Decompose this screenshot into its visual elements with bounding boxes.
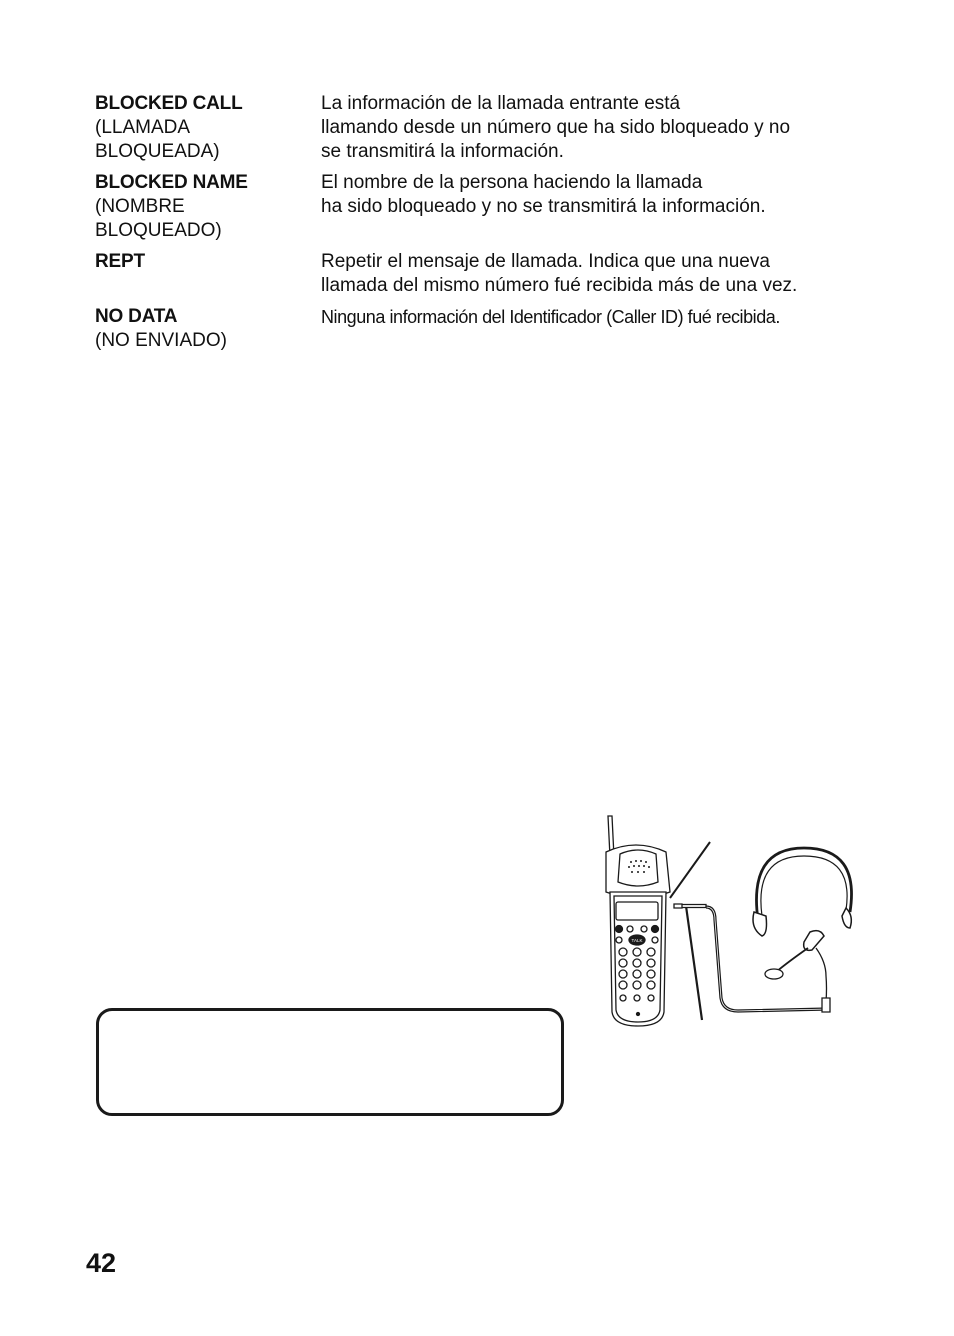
entry-term bbox=[95, 250, 315, 274]
entry-description bbox=[321, 171, 861, 219]
description-line: se transmitirá la información. bbox=[321, 141, 564, 162]
entry-translation: BLOQUEADO) bbox=[95, 220, 222, 241]
entry-translation: BLOQUEADA) bbox=[95, 141, 220, 162]
microphone-shape bbox=[765, 969, 783, 979]
talk-button-label: TALK bbox=[631, 938, 643, 943]
headband-shape bbox=[756, 848, 851, 920]
entry-term bbox=[95, 305, 315, 353]
entry-translation: (NO ENVIADO) bbox=[95, 330, 227, 351]
entry-description bbox=[321, 250, 861, 298]
left-earpad-shape bbox=[753, 912, 767, 936]
description-line: ha sido bloqueado y no se transmitirá la información. bbox=[321, 196, 766, 217]
entry-term bbox=[95, 171, 315, 243]
entry-translation: (LLAMADA bbox=[95, 117, 191, 138]
entry-translation: (NOMBRE bbox=[95, 196, 185, 217]
description-line: Ninguna información del Identificador (Caller ID) fué recibida. bbox=[321, 307, 780, 327]
entry-term bbox=[95, 92, 315, 164]
description-line: Repetir el mensaje de llamada. Indica que una nueva bbox=[321, 251, 770, 272]
entry-code: BLOCKED CALL bbox=[95, 93, 243, 114]
jack-pointer-line bbox=[686, 906, 702, 1020]
mic-module-shape bbox=[804, 931, 824, 951]
entry-code: BLOCKED NAME bbox=[95, 172, 248, 193]
headset-plug-shape bbox=[674, 904, 706, 908]
entry-code: REPT bbox=[95, 251, 145, 272]
callout-line bbox=[670, 842, 710, 898]
handset-headset-illustration bbox=[598, 812, 868, 1038]
entry-code: NO DATA bbox=[95, 306, 178, 327]
description-line: El nombre de la persona haciendo la llamada bbox=[321, 172, 703, 193]
page-number: 42 bbox=[86, 1248, 117, 1278]
mic-boom-shape bbox=[776, 948, 808, 972]
description-line: llamando desde un número que ha sido bloqueado y no bbox=[321, 117, 791, 138]
note-box bbox=[96, 1008, 564, 1116]
description-line: llamada del mismo número fué recibida más de una vez. bbox=[321, 275, 798, 296]
entry-description bbox=[321, 305, 861, 329]
entry-description bbox=[321, 92, 861, 164]
description-line: La información de la llamada entrante está bbox=[321, 93, 681, 114]
